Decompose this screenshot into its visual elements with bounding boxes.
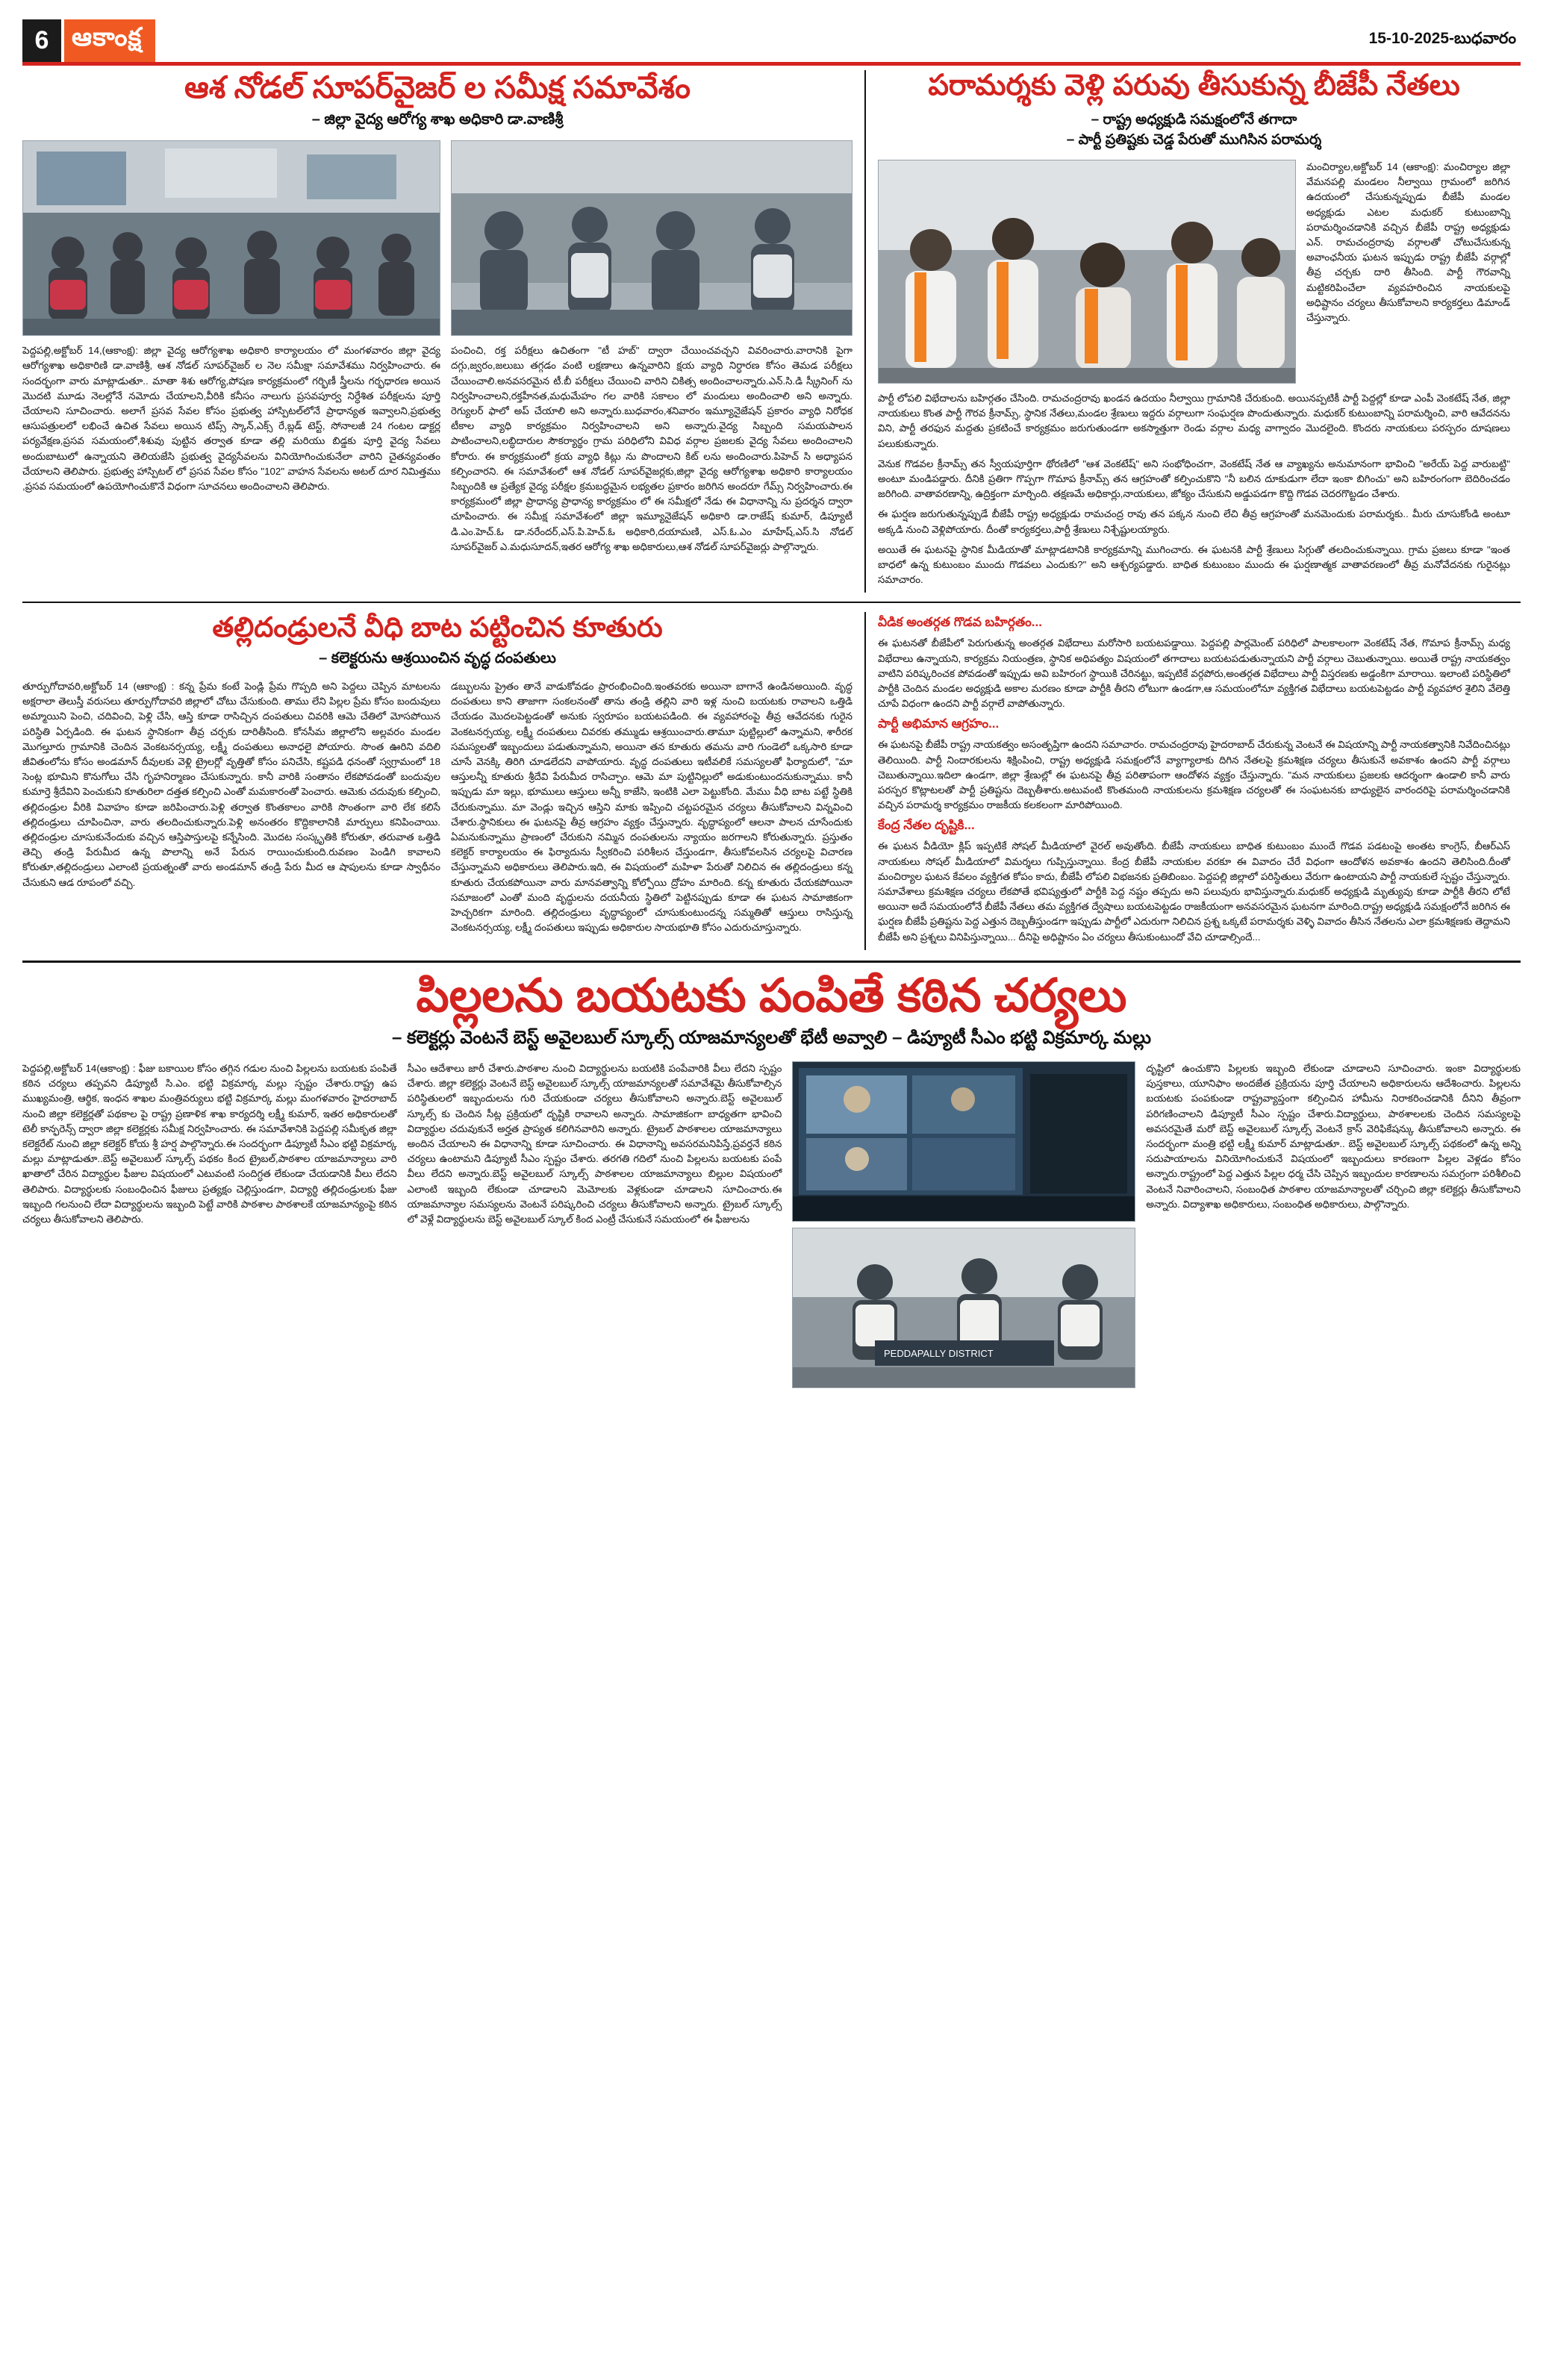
story2-body-1: పార్టీ లోపలి విభేదాలను బహిర్గతం చేసింది. రామచంద్రరావు ఖండన ఉదయం నీల్వాయి గ్రామానికి చేరుకుంది. అయినప్పటికీ పార్టీ పెద్దల్లో కూడా ఎంపీ వెంకటేష్ నేత, జిల్లా నాయకులు కొంత పార్టీ గౌరవ క్రీనామ్స్, స్థానిక నేతలు,మండల శ్రేణులు ఇద్దరు వర్గాలుగా సంఘర్షణ పొందుతున్నారు. మధుకర్ కుటుంబాన్ని పరామర్శించి, వారి ఆవేదనను విని, పార్టీ తరఫున మద్దతు ప్రకటించే కార్యక్రమం జరుగుతుండగా అకస్మాత్తుగా రెండు వర్గాల మధ్య వాగ్వాదం మొదలైంది. కొందరు నాయకులు పరస్పరం దూషణలు పలుకుకున్నారు. వెనుక గొడవల క్రీనామ్స్ తన స్వీయపూర్తిగా థోరణిలో "ఆశ వెంకటేష్" అని సంభోధించగా, వెంకటేష్ నేత ఆ వ్యాఖ్యను అనుమానంగా భావించి "అరేయ్ పెద్ద వారుబట్టి" అంటూ మండిపడ్డారు. దీనికి ప్రతిగా గొప్పగా గొమాప క్రీనామ్స్ తన ఆగ్రహంతో కల్పించుకొని "నీ బలిన దూకుడుగా లేదా ఇంకా బిగించు" అని బహిరంగంగా బెదిరించడం జరిగింది. వాతావరణాన్ని, ఉద్రిక్తంగా మార్చింది. తక్షణమే అధికార్లు,నాయకులు, జోక్యం చేసుకుని అడ్డుపడగా కొద్ది గొడవ చెదరగొట్టడం చేశారు. ఈ ఘర్షణ జరుగుతున్నప్పుడే బీజేపీ రాష్ట్ర అధ్యక్షుడు రామచంద్ర రావు తన పక్కన నుంచి లేచి తీవ్ర ఆగ్రహంతో మనమెందుకు పరామర్శకు.. మీరు చూసుకోండి అంటూ అక్కడి నుంచి వెళ్లిపోయారు. దీంతో కార్యకర్తలు,పార్టీ శ్రేణులు నిశ్చేష్టులయ్యారు. అయితే ఈ ఘటనపై స్థానిక మీడియాతో మాట్లాడటానికి కార్యక్రమాన్ని ముగించారు. ఈ ఘటనకి పార్టీ శ్రేణులు సిగ్గుతో తలదించుకున్నాయి. గ్రామ ప్రజలు కూడా "ఇంత బాధలో ఉన్న కుటుంబం ముందు గొడవలు ఎందుకు?" అని ఆశ్చర్యపడ్డారు. బాధిత కుటుంబం ముందు ఈ ఘర్షణాత్మక వాతావరణంలో తీవ్ర మనోవేదనకు గురైనట్లు సమాచారం.	[878, 392, 1510, 586]
story2-sub3-body: ఈ ఘటన వీడియో క్లిప్ ఇప్పటికే సోషల్ మీడియాలో వైరల్ అవుతోంది. బీజేపీ నాయకులు బాధిత కుటుంబం ముందే గొడవ పడటంపై అంతట కాంగ్రెస్, బీఆర్ఎస్ నాయకులు సోషల్ మీడియాలో విమర్శలు గుప్పిస్తున్నాయి. కేంద్ర బీజేపీ నాయకుల వరకూ ఈ వివాదం చేరే విధంగా ఆందోళన అవకాశం ఉందని తెలిసింది.దీంతో మంచిర్యాల ఘటన కేవలం వ్యక్తిగత కోపం కాదు, బీజేపీ లోపలి విభజనకు ప్రతిబింబం. పెద్దపల్లి జిల్లాలో పరిస్థితులు వేరుగా ఉంటాయని పార్టీ నాయకులే స్పష్టం చేస్తున్నారు. సమావేశాలు క్రమశిక్షణ చర్యలు లేకపోతే భవిష్యత్తులో పార్టీకి పెద్ద నష్టం తప్పదు అని పలువురు భావిస్తున్నారు.మధుకర్ అధ్యక్షుడి మృత్యువు కూడా పార్టీకి తీరని లోటే అయినా అదే సమయంలోనే బీజేపీ నేతలు తమ వ్యక్తిగత ద్వేషాలు బయటపెట్టడం రాజకీయంగా అనవసరమైన ఘటనగా మారింది.రాష్ట్ర అధ్యక్షుడి సమక్షంలోనే జరిగిన ఈ ఘర్షణ బీజేపీ ప్రతిష్టను పెద్ద ఎత్తున దెబ్బతీస్తుండగా ఇప్పుడు పార్టీలో ఎదురుగా నిలిచిన ప్రశ్న ఒక్కటే పరామర్శకు వెళ్ళి వివాదం తీసిన నేతలను ఎలా క్రమశిక్షణకు తెద్దామని బీజేపీ అని ప్రశ్నలు వినిపిస్తున్నాయి... దీనిపై అధిష్టానం ఏం చర్యలు తీసుకుంటుందో వేచి చూడాల్సిందే...	[878, 840, 1510, 943]
publication-logo	[64, 19, 155, 62]
top-section	[22, 70, 1521, 603]
video-conference-photo-illustration	[793, 1062, 1135, 1222]
story4-photo-collector	[792, 1228, 1135, 1388]
officials-photo-illustration	[452, 141, 852, 336]
story2-bullet-1: – రాష్ట్ర అధ్యక్షుడి సమక్షంలోనే తగాదా	[1091, 111, 1297, 128]
story1-column-2: పంచించి, రక్త పరీక్షలు ఉచితంగా "టీ హబ్" ద్వారా చేయించవచ్చని వివరించారు.వారానికి పైగా దగ్గు,జ్వరం,జలుబు తగ్గడం వంటి లక్షణాలు ఉన్నవారిని క్షయ వ్యాధి నిర్ధారణ కోసం తెమడ పరీక్షలు చేయించాలి.అనవసరమైన టీ.బీ పరీక్షలు చేయించి వారిని చికిత్స అందించాలన్నారు.ఎన్.సి.డి స్క్రీనింగ్ ను నిర్వహించాలని,రక్తహీనత,మధుమేహం గల వారికి సకాలం లో మందులు అందించాలి అని అన్నారు. రెగ్యులర్ ఫాలో అప్ చేయాలి అని అన్నారు.బుధవారం,శనివారం ఇమ్యూనైజేషన్ ప్రకారం వ్యాధి నిరోధక టీకాల వ్యాధి కార్యక్రమం నిర్వహించాలని అని అన్నారు.వైద్య సిబ్బంది సమయపాలన పాటించాలని,లబ్ధిదారుల సౌకర్యార్థం గ్రామ పరిధిలోని వివిధ వర్గాల ప్రజలకు వైద్య సేవలు అందించాలని కోరారు. ఈ కార్యక్రమంలో క్రయ వ్యాధి కిట్లు ను పొందాలని కిట్ లను అందించారు.పిహెచ్ సి అధ్యాపన కల్పించారని. ఈ సమావేశంలో ఆశ నోడల్ సూపర్‌వైజర్లకు,జిల్లా వైద్య ఆరోగ్యశాఖ అధికారి కార్యాలయం సిబ్బందికి ఆ ప్రత్యేక వైద్య పరీక్షల క్రమబద్ధమైన లభ్యతల ప్రకారం జరిగిన అందరూ గేమ్స్ నిర్వహించారు.ఈ కార్యక్రమంలో జిల్లా ప్రాధాన్య ప్రాధాన్య కార్యక్రమం లో ఈ సమీక్షలో నేడు ఈ విధానాన్ని ను ప్రదర్శన ద్వారా చూపించారు. ఈ సమీక్ష సమావేశంలో జిల్లా ఇమ్యూనైజేషన్ అధికారి డా.రాజేష్ కుమార్, డిప్యూటీ డి.ఎం.హెచ్.ఓ డా.నరేందర్,ఎస్.పి.హెచ్.ఓ అధికారి,దయామణి, ఎస్.ఓ.ఎం మాహేష్,ఎస్.సి నోడల్ సూపర్‌వైజర్ ఎ.మధుసూదన్,ఇతర ఆరోగ్య శాఖ అధికారులు,ఆశ నోడల్ సూపర్‌వైజర్లు పాల్గొన్నారు.	[451, 345, 852, 552]
bottom-section	[22, 961, 1521, 1388]
story2-continued	[864, 612, 1510, 949]
page-number: 6	[22, 19, 61, 62]
story1-photo-2	[451, 140, 852, 336]
story3-column-2: డబ్బులను ప్రైతం తానే వాడుకోవడం ప్రారంభించింది.ఇంతవరకు అయినా బాగానే ఉండినఅయింది. వృద్ధ దంపతులు కాని తాజాగా సంకలనంతో తాను తండ్రి తల్లిని వారి ఇళ్ల నుంచి బయటకు రావాలని ఒత్తిడి చేయడం మొదలపెట్టడంతో అనుకు స్వరూపం బయటపడింది. ఈ వ్యవహారంపై తీవ్ర ఆవేదనకు గురైన వెంకటనర్సయ్య, లక్ష్మీ దంపతులు చివరకు తమ్ముడు ఆశ్రయించారు.తామూ పుట్టిల్లులో ఉన్నామని, శారీరక సమస్యలతో ఇబ్బందులు పడుతున్నామని, అయినా తన కూతురు తమను వారి గుండెలో ఒక్కసారి కూడా చూసే వెనక్కి తిరిగి చూడలేదని వాపోయారు. వృద్ధ దంపతులు ఇటీవలికే సమస్యలతో ఫిర్యాదులో, "మా ఆస్తులన్నీ కూతురు శ్రీదేవి పేరుమీద రాసిచ్చాం. ఆమె మా పుట్టినిల్లులో అడుకుంటుందనుకున్నాము. కానీ ఇప్పుడు మా ఇల్లు, భూములు ఆస్తులు అన్నీ కాజేసి, ఇంటికి ఎలా పెట్టుకోంది. మేము వీధి బాట పట్టే స్థితికి చేరుకున్నాము. మా వెండ్లు ఇచ్చిన ఆస్తిని మాకు ఇప్పించి చట్టపరమైన చర్యలు తీసుకోవాలని విన్నవించి చేశారు.స్థానికులు ఈ ఘటనపై తీవ్ర ఆగ్రహం వ్యక్తం చేస్తున్నారు. వృద్ధాప్యంలో ఆలనా పాలన చూసేందుకు ఏమనుకున్నాము ప్రాణంలో చేరుకుని నమ్మిన దంపతులను న్యాయం జరగాలని కోరుతున్నారు. ప్రస్తుతం కలెక్టర్ కార్యాలయం ఈ ఫిర్యాదును స్వీకరించి పరిశీలన చేస్తుండగా, తీసుకోవలసిన చర్యలపై విచారణ చేస్తున్నామని అధికారులు తెలిపారు.ఇది, ఈ విషయంలో మహిళా పేరుతో నిలిచిన ఈ తల్లిదండ్రులు కన్న కూతురు చేయకపోయినా వారు మానవత్వాన్ని కోల్పోయి ద్రోహం మారింది. కన్న కూతురు చేయకపోయినా సమాజంలో ఎంతో మంది వృద్ధులను దయనీయ స్థితిలో పెట్టినప్పుడు కూడా ఈ ఘటన సామాజికంగా హెచ్చరికగా మారింది. తల్లిదండ్రులు వృద్ధాప్యంలో చూసుకుంటుందన్న సమ్మతితో ఆస్తులు రాసిస్తున్న వెంకటనర్సయ్య, లక్ష్మీ దంపతులు ఇప్పుడు అధికారుల సాయభూతి కోసం ఎదురుచూస్తున్నారు.	[451, 680, 852, 934]
story4-column-3: దృష్టిలో ఉంచుకొని పిల్లలకు ఇబ్బంది లేకుండా చూడాలని సూచించారు. ఇంకా విద్యార్థులకు పుస్తకాలు, యూనిఫాం అందజేత ప్రక్రియను పూర్తి చేయాలని అధికారులను ఆదేశించారు. పిల్లలను బయటకు పంపకుండా రాష్ట్రవ్యాప్తంగా కల్పించిన హామీను నిరాకరించడానికి దీనిని తీవ్రంగా పరిగణించాలని డిప్యూటీ సీఎం స్పష్టం చేశారు.విద్యార్థులు, పాఠశాలలకు చెందిన సమస్యలపై అవసరమైతే మరో బెస్ట్ అవైలబుల్ స్కూల్స్ వెంటనే క్రాస్ వెరిఫికేషన్కు తీసుకోవాలని అన్నారు. ఈ సందర్భంగా మంత్రి భట్టి లక్ష్మీ కుమార్ మాట్లాడుతూ.. బెస్ట్ అవైలబుల్ స్కూల్స్ పథకంలో ఉన్న అన్ని సదుపాయాలను వినియోగించుకునే విషయంలో ఇబ్బందులు కారణంగా పిల్లల వెళ్లడం కోసం అన్నారు.రాష్ట్రంలో పెద్ద ఎత్తున పిల్లల ధర్మ చేసి చెప్పిన ఇబ్బందుల కారణాలను సమగ్రంగా పరిశీలించి వెంటనే నివారించాలని, సంబంధిత పాఠశాల యాజమాన్యాలతో చర్చించి జిల్లా కలెక్టర్లు తీసుకోవాలని అన్నారు. విద్యాశాఖ అధికారులు, సంబంధిత అధికారులు, పాల్గొన్నారు.	[1146, 1062, 1521, 1210]
story-asha-review	[22, 70, 852, 593]
story2-sub2-title: పార్టీ అభిమాన ఆగ్రహం...	[878, 716, 1000, 731]
story3-headline: తల్లిదండ్రులనే వీధి బాట పట్టించిన కూతురు	[212, 612, 663, 643]
story3-column-1: తూర్పుగోదావరి,అక్టోబర్ 14 (ఆకాంక్ష) : కన్న ప్రేమ కంటే పెండ్లి ప్రేమ గొప్పది అని పెద్దలు చెప్పిన మాటలను అక్షరాలా తెలుస్తీ వరుసలు తూర్పుగోదావరి జిల్లాలో చోటు చేసుకుంది. తాము లేని పిల్లల ప్రేమ కోసం బందువులు అమ్మాయిని పెంచి, చదివించి, పెళ్లి చేసి, ఆస్తి కూడా రాసిచ్చిన దంపతులు చివరికి ఆమె చేతిలో మోసపోయిన పరిస్థితి ఏర్పడింది. ఈ ఘటన స్థానికంగా తీవ్ర చర్చకు దారితీసింది. కోనసీమ జిల్లాలోని అల్లవరం మండల మొగల్తూరు గ్రామానికి చెందిన వెంకటనర్సయ్య, లక్ష్మీ దంపతులు అనాధలై పోయారు. సొంత ఊరిని వదిలి జీవితంలోను కోసం అండమాన్ దీవులకు వెళ్లి ట్రైలర్లో వృత్తితో కోసం పనిచేసి, కష్టపడి ధనంతో స్వగ్రామంలో 18 సెంట్ల భూమిని కొనుగోలు చేసి గృహనిర్మాణం చేసుకున్నారు. కానీ వారికి సంతానం లేకపోవడంతో బందువుల కుమార్తె శ్రీదేవిని పెంచుకుని కూతురిలా దత్తత కల్పించి ఎంతో మమకారంతో పెంచారు. ఆమెకు చదువుకు కల్పించి, తల్లిదండ్రుల వీరికి వివాహం కూడా జరిపించారు.పెళ్లి తర్వాత కొంతకాలం వారికి సొంతంగా వారి లేక కలిసే తల్లిదండ్రులు చూపించినా, వారు తలదించుకున్నారు.పెళ్లి అనంతరం కొద్దికాలానికి మార్పులు కనిపించాయి. తల్లిదండ్రుల చూసుకునేందుకు వచ్చిన ఆస్తిపాస్తులపై కన్నేసింది. మొదట సంస్కృతికి కోరుతూ, తరువాత ఒత్తిడి తెచ్చి తండ్రి పేరుమీద ఉన్న పొలాన్ని అనే పేరున రాయించుకుంది.రువణం పెండిగి కావాలని కోరుతూ,తల్లిదండ్రులు ఎలాంటి ప్రయత్నంతో వారు అండమాన్ తండ్రి పేరు మీద ఆ షాపులను కూడా స్వాధీనం చేసుకుని ఆడ రూపంలో వచ్చి.	[22, 680, 440, 888]
logo-text: ఆకాంక్ష	[72, 23, 143, 51]
story4-column-1: పెద్దపల్లి,అక్టోబర్ 14(ఆకాంక్ష) : ఫీజు బకాయిల కోసం తగ్గిన గడుల నుంచి పిల్లలను బయటకు పంపితే కఠిన చర్యలు తప్పవని డిప్యూటీ సి.ఎం. భట్టి విక్రమార్క మల్లు స్పష్టం చేశారు.రాష్ట్ర ఉప ముఖ్యమంత్రి, ఆర్థిక, ఇంధన శాఖల మంత్రివర్యులు భట్టి విక్రమార్క మల్లు మంగళవారం హైదరాబాద్ నుంచి జిల్లా కలెక్టర్లతో పథకాల పై రాష్ట్ర ప్రణాళిక శాఖ కార్యదర్శి లక్ష్మీ కుమార్, ఇతర అధికారులతో టెలీ కాన్ఫరెన్స్ ద్వారా జిల్లా కలెక్టర్లకు సమీక్ష నిర్వహించారు. ఈ సమావేశానికి పెద్దపల్లి సమీకృత జిల్లా కలెక్టరేట్ నుంచి జిల్లా కలెక్టర్ కోయ శ్రీ హర్ష పాల్గొన్నారు.ఈ సందర్భంగా డిప్యూటీ సీఎం భట్టి విక్రమార్క మల్లు మాట్లాడుతూ..బెస్ట్ అవైలబుల్ స్కూల్స్ పథకం కింద ట్రైబల్,పాఠశాల యాజమాన్యాలు వారి ఖాతాలో చేరిన విద్యార్థుల ఫీజుల విషయంలో ఎటువంటి సందిగ్ధత లేకుండా చేయడానికి వీలు లేదని తెలిపారు. విద్యార్థులకు సంబంధించిన ఫీజులు ప్రత్యక్షం చెల్లిస్తుండగా, విద్యార్థి తల్లిదండ్రులకు ఫీజు ఇబ్బంది గలనుంచి లేదా విద్యార్థులను ఇబ్బంది పెట్టే వారికి పాఠశాల పాఠశాలకే యాజమాన్యంపై కఠిన చర్యలు తీసుకోవాలని తెలిపారు.	[22, 1062, 397, 1225]
meeting-room-photo-illustration	[23, 141, 440, 336]
story3-subhead: – కలెక్టరును ఆశ్రయించిన వృద్ధ దంపతులు	[319, 649, 556, 666]
story2-bullet-2: – పార్టీ ప్రతిష్టకు చెడ్డ పేరుతో ముగిసిన పరామర్శ	[1066, 132, 1322, 149]
story1-photo-1	[22, 140, 440, 336]
story4-grid	[22, 1061, 1521, 1388]
story1-headline: ఆశ నోడల్ సూపర్‌వైజర్ ల సమీక్ష సమావేశం	[184, 70, 691, 104]
story2-sub2-body: ఈ ఘటనపై బీజేపీ రాష్ట్ర నాయకత్వం అసంతృప్తిగా ఉందని సమాచారం. రామచంద్రరావు హైదరాబాద్ చేరుకున్న వెంటనే ఈ విషయాన్ని పార్టీ నాయకత్వానికి నివేదించినట్లు తెలియింది. పార్టీ నిందారకులను శిక్షింపించి, రాష్ట్ర అధ్యక్షుడి సమక్షంలోనే వ్యాగ్యాలాకు దిగిన నేతలపై క్రమశిక్షణ చర్యలు తీసుకునే అవకాశం ఉందని పార్టీ వర్గాలు చెబుతున్నాయి.ఇదిలా ఉండగా, జిల్లా శ్రేణుల్లో ఈ ఘటనపై తీవ్ర పరితాపంగా ఆందోళన వ్యక్తం చేస్తున్నారు. "మన నాయకులు ప్రజలకు ఆదర్శంగా ఉండాలి కానీ వారు పరస్పర కొట్లాటలతో పార్టీ ప్రతిష్టను దెబ్బతీశారు.అటువంటి కొంతమంది నాయకులను క్రమశిక్షణ చర్యలతో ఈ సంఘటనకు బాధ్యులైన వారందరిపై పరామర్శించడానికి వచ్చిన పరామర్శ కార్యక్రమం రాజకీయ కలకలంగా మారిపోయింది.	[878, 739, 1510, 811]
story2-sub3-title: కేంద్ర నేతల దృష్టికి...	[878, 818, 975, 833]
photo-banner-text: PEDDAPALLY DISTRICT	[884, 1347, 994, 1359]
story-bjp-leaders	[864, 70, 1510, 593]
bjp-gathering-photo-illustration	[879, 160, 1296, 384]
story4-headline: పిల్లలను బయటకు పంపితే కఠిన చర్యలు	[416, 969, 1127, 1022]
middle-section	[22, 603, 1521, 949]
issue-date: 15-10-2025-బుధవారం	[1368, 30, 1516, 47]
story4-column-2: సీఎం ఆదేశాలు జారీ చేశారు.పాఠశాల నుంచి విద్యార్థులను బయటికి పంపేవారికి వీలు లేదని స్పష్టం చేశారు. జిల్లా కలెక్టర్లు వెంటనే బెస్ట్ అవైలబుల్ స్కూల్స్ యాజమాన్యలతో సమావేశమై తీసుకోవాల్సిన పరిస్థితులలో ఇబ్బందులను గురి చేయకుండా చర్యలు తీసుకోవాలని అన్నారు.బెస్ట్ అవైలబుల్ స్కూల్స్ కు చెందిన సీట్ల ప్రక్రియలో దృష్టికి రావాలని అన్నారు. సామాజికంగా బాధ్యతగా భావించి విద్యార్థుల చదువుకునే అర్హత ప్రాప్యత కలిగినవారిని అన్నారు. ట్రైబల్ పాఠశాలల యాజమాన్యాలు అందిన చేయాలని ఈ విధానాన్ని కూడా సూచించారు. ఈ విధానాన్ని అవసరమనిపిస్తే,ప్రవర్తనే కఠిన చర్యలు ఉంటామని డిప్యూటీ సీఎం స్పష్టం చేశారు. తరగతి గదిలో నుంచి పిల్లలను బయటకు పంపే వీలు లేదని అన్నారు.బెస్ట్ అవైలబుల్ స్కూల్స్ పాఠశాలల యాజమాన్యాలు బిల్లుల విషయంలో ఎలాంటి ఇబ్బంది లేకుండా చూడాలని మెమోలకు వెళ్లకుండా చూడాలని సూచించారు.ఈ యాజమాన్యాల సమస్యలను వెంటనే పరిష్కరించి చర్యలు తీసుకోవాలని అన్నారు. ట్రైబల్ స్కూల్స్ లో వెళ్లే విద్యార్థులను బెస్ట్ అవైలబుల్ స్కూల్ కింద ఎంట్రీ చేసుకునే సమయంలో ఈ ఫీజులను	[407, 1062, 782, 1225]
story4-subhead: – కలెక్టర్లు వెంటనే బెస్ట్ అవైలబుల్ స్కూల్స్ యాజమాన్యలతో భేటీ అవ్వాలి – డిప్యూటీ సీఎం భట్టి విక్రమార్క మల్లు	[391, 1027, 1152, 1048]
story2-column-1: మంచిర్యాల,అక్టోబర్ 14 (ఆకాంక్ష): మంచిర్యాల జిల్లా వేమనపల్లి మండలం నీల్వాయి గ్రామంలో జరిగిన ఉదయంలో చేసుకున్నప్పుడు బీజేపీ మండల అధ్యక్షుడు ఎటల మధుకర్ కుటుంబాన్ని పరామర్శించడానికి వచ్చిన బీజేపీ రాష్ట్ర అధ్యక్షుడు ఎన్. రామచంద్రరావు వర్గాలతో చోటుచేసుకున్న అవాంఛనీయ ఘటన ఇప్పుడు రాష్ట్ర బీజేపీ వర్గాల్లో తీవ్ర చర్చకు దారి తీసింది. పార్టీ గౌరవాన్ని మట్టికరిపించేలా వ్యవహరించిన నాయకులపై అధిష్టానం చర్యలు తీసుకోవాలని కార్యకర్తలు డిమాండ్ చేస్తున్నారు.	[1306, 160, 1510, 324]
story2-sub1-body: ఈ ఘటనతో బీజేపీలో పెరుగుతున్న అంతర్గత విభేదాలు మరోసారి బయటపడ్డాయి. పెద్దపల్లి పార్లమెంట్ పరిధిలో పాలకాలంగా వెంకటేష్ నేత, గొమాప క్రీనామ్స్ మధ్య విభేదాలు ఉన్నాయని, కార్యక్రమ నియంత్రణ, స్థానిక అధిపత్యం విషయంలో తగాదాలు బయటపడుతున్నాయని పార్టీ వర్గాలు చెబుతున్నాయి. అయితే రాష్ట్ర నాయకత్వం వాటిని పరిష్కరించక పోవడంతో ఇప్పుడు అవి బహిరంగ స్థాయికి చేరినట్టు, ఇప్పటికే వర్గపోరు,అంతర్గత విభేదాలు పార్టీ విస్తరణకు అడ్డంకిగా మారాయి. ఇలాంటి పరిస్థితిలో పార్టీకి చెందిన మండల అధ్యక్షుడి అకాల మరణం కూడా పార్టీకి తీరని లోటుగా ఉండగా,ఆ సమయంలోనూ వ్యక్తిగత విభేదాలు బయటపెట్టడం పార్టీ వ్యవహార శైలిని వేలెత్తి చూపే విధంగా ఉందని పార్టీ వర్గాలే వాపోతున్నారు.	[878, 637, 1510, 710]
masthead-spacer	[155, 19, 1368, 62]
story1-column-1: పెద్దపల్లి,అక్టోబర్ 14,(ఆకాంక్ష): జిల్లా వైద్య ఆరోగ్యశాఖ అధికారి కార్యాలయం లో మంగళవారం జిల్లా వైద్య ఆరోగ్యశాఖ అధికారిణి డా.వాణిశ్రీ, ఆశ నోడల్ సూపర్‌వైజర్ ల నెల సమీక్షా సమావేశము నిర్వహించారు. ఈ సందర్భంగా వారు మాట్లాడుతూ.. మాతా శిశు ఆరోగ్య,పోషణ కార్యక్రమంలో గర్భిణీ స్త్రీలను గర్భధారణ అయిన మొదటి మూడు నెలల్లోనే నమోదు చేయాలని,వీరికి కనీసం నాలుగు ప్రసవపూర్వ నిర్ధేశిత పరీక్షలను పూర్తి చేయాలని సూచించారు. అలాగే ప్రసవ సేవల కోసం ప్రభుత్వ హాస్పిటల్‌లోనే ప్రాధాన్యత ఇవ్వాలని,ప్రభుత్వ ఆసుపత్రులలో లభించే ఉచిత సేవలు అయిన టిప్స్ స్కాన్,ఎక్స్ రే,బ్లడ్ టెస్ట్, సోనాలజీ 24 గంటల డాక్టర్ల పర్యవేక్షణ,ప్రసవ సమయంలో,శిశువు పుట్టిన తర్వాత కూడా తల్లి మరియు బిడ్డకు పూర్తి వైద్య సేవలు అందుబాటులో ఉన్నాయని తెలియజేసి ప్రభుత్వ వైద్యసేవలను వినియోగించుకునేలా వారిని చైతన్యవంతం చేయాలని తెలిపారు. ప్రభుత్వ హాస్పిటల్ లో ప్రసవ సేవల కోసం "102" వాహన సేవలను అటల్ దూర నిమిత్తము ,ప్రసవ సమయంలో ఉపయోగించుకొనే విధంగా సూచనలు అందించాలని తెలిపారు.	[22, 345, 440, 492]
story2-sub1-title: వీడిక అంతర్గత గొడవ బహిర్గతం...	[878, 615, 1042, 630]
story4-photo-videoconf	[792, 1061, 1135, 1222]
story1-subhead: – జిల్లా వైద్య ఆరోగ్య శాఖ అధికారి డా.వాణిశ్రీ	[311, 111, 564, 128]
story4-images	[792, 1061, 1135, 1388]
collector-meeting-photo-illustration	[793, 1228, 1135, 1388]
story-daughter	[22, 612, 852, 949]
story2-headline: పరామర్శకు వెళ్లి పరువు తీసుకున్న బీజేపీ నేతలు	[928, 69, 1460, 101]
masthead	[22, 19, 1521, 66]
story2-photo	[878, 160, 1296, 384]
